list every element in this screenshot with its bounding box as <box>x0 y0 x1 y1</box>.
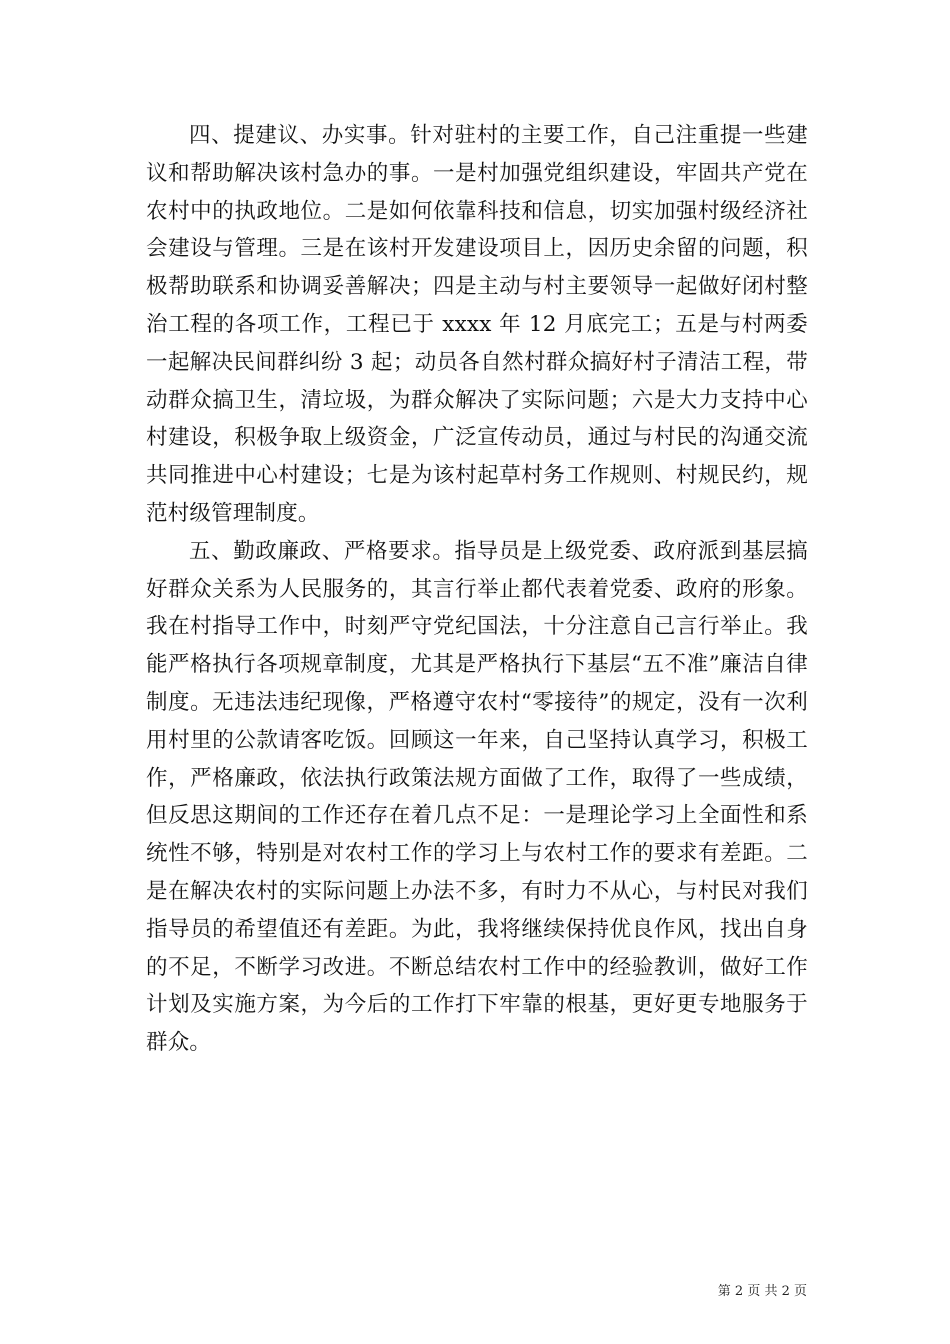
paragraph-five: 五、勤政廉政、严格要求。指导员是上级党委、政府派到基层搞好群众关系为人民服务的，其言行举止都代表着党委、政府的形象。我在村指导工作中，时刻严守党纪国法，十分注意自己言行举止。我能严格执行各项规章制度，尤其是严格执行下基层“五不准”廉洁自律制度。无违法违纪现像，严格遵守农村“零接待”的规定，没有一次利用村里的公款请客吃饭。回顾这一年来，自己坚持认真学习，积极工作，严格廉政，依法执行政策法规方面做了工作，取得了一些成绩，但反思这期间的工作还存在着几点不足：一是理论学习上全面性和系统性不够，特别是对农村工作的学习上与农村工作的要求有差距。二是在解决农村的实际问题上办法不多，有时力不从心，与村民对我们指导员的希望值还有差距。为此，我将继续保持优良作风，找出自身的不足，不断学习改进。不断总结农村工作中的经验教训，做好工作计划及实施方案，为今后的工作打下牢靠的根基，更好更专地服务于群众。 <box>146 538 808 1056</box>
paragraph-four: 四、提建议、办实事。针对驻村的主要工作，自己注重提一些建议和帮助解决该村急办的事。一是村加强党组织建设，牢固共产党在农村中的执政地位。二是如何依靠科技和信息，切实加强村级经济社会建设与管理。三是在该村开发建设项目上，因历史余留的问题，积极帮助联系和协调妥善解决；四是主动与村主要领导一起做好闭村整治工程的各项工作，工程已于 xxxx 年 12 月底完工；五是与村两委一起解决民间群纠纷 3 起；动员各自然村群众搞好村子清洁工程，带动群众搞卫生，清垃圾，为群众解决了实际问题；六是大力支持中心村建设，积极争取上级资金，广泛宣传动员，通过与村民的沟通交流共同推进中心村建设；七是为该村起草村务工作规则、村规民约，规范村级管理制度。 <box>146 123 808 526</box>
document-body <box>146 117 808 1062</box>
page-number-footer: 第 2 页 共 2 页 <box>717 1284 807 1299</box>
